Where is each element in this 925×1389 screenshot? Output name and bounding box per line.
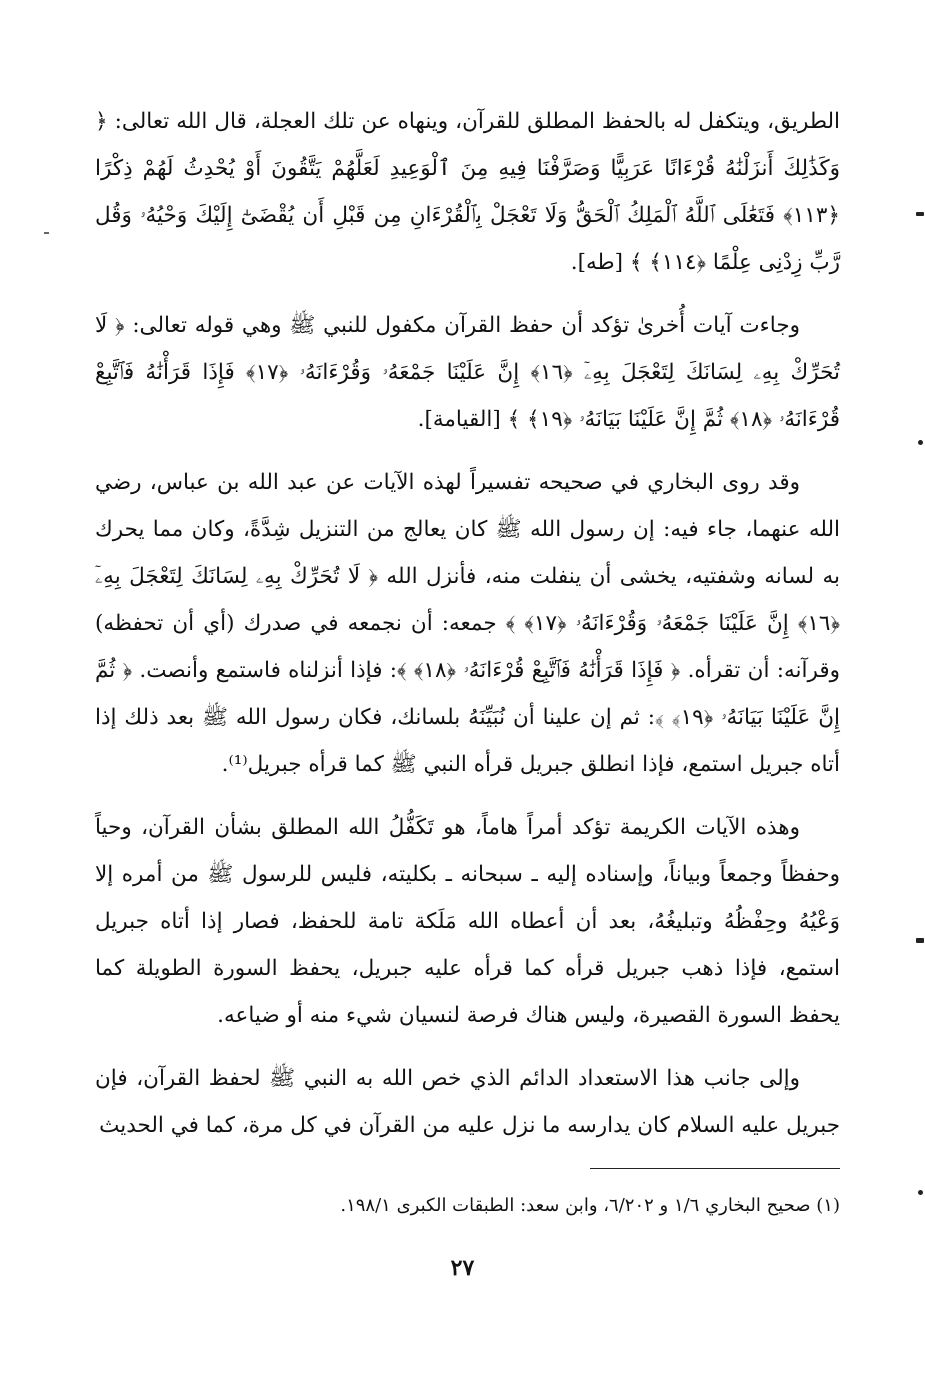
scan-mark bbox=[916, 938, 924, 943]
main-text bbox=[95, 98, 840, 1165]
scan-mark bbox=[918, 440, 923, 445]
paragraph: وقد روى البخاري في صحيحه تفسيراً لهذه الآيات عن عبد الله بن عباس، رضي الله عنهما، جاء فيه: إن رسول الله ﷺ كان يعالج من التنزيل شِدَّةً، وكان مما يحرك به لسانه وشفتيه، يخشى أن ينفلت منه، فأنزل الله ﴿ لَا تُحَرِّكْ بِهِۦ لِسَانَكَ لِتَعْجَلَ بِهِۦٓ ﴿١٦﴾ إِنَّ عَلَيْنَا جَمْعَهُۥ وَقُرْءَانَهُۥ ﴿١٧﴾ ﴾ جمعه: أن نجمعه في صدرك (أي أن تحفظه) وقرآنه: أن تقرأه. ﴿ فَإِذَا قَرَأْنَٰهُ فَٱتَّبِعْ قُرْءَانَهُۥ ﴿١٨﴾ ﴾: فإذا أنزلناه فاستمع وأنصت. ﴿ ثُمَّ إِنَّ عَلَيْنَا بَيَانَهُۥ ﴿١٩﴾ ﴾: ثم إن علينا أن نُبَيِّنَهُ بلسانك، فكان رسول الله ﷺ بعد ذلك إذا أتاه جبريل استمع، فإذا انطلق جبريل قرأه النبي ﷺ كما قرأه جبريل⁽¹⁾. bbox=[95, 470, 841, 777]
page-number: ٢٧ bbox=[450, 1255, 475, 1281]
paragraph: وجاءت آيات أُخرىٰ تؤكد أن حفظ القرآن مكفول للنبي ﷺ وهي قوله تعالى: ﴿ لَا تُحَرِّكْ بِهِۦ لِسَانَكَ لِتَعْجَلَ بِهِۦٓ ﴿١٦﴾ إِنَّ عَلَيْنَا جَمْعَهُۥ وَقُرْءَانَهُۥ ﴿١٧﴾ فَإِذَا قَرَأْنَٰهُ فَٱتَّبِعْ قُرْءَانَهُۥ ﴿١٨﴾ ثُمَّ إِنَّ عَلَيْنَا بَيَانَهُۥ ﴿١٩﴾ ﴾ [القيامة]. bbox=[95, 313, 840, 432]
footnote: (١) صحيح البخاري ١/٦ و ٦/٢٠٢، وابن سعد: الطبقات الكبرى ١٩٨/١. bbox=[340, 1195, 840, 1216]
paragraph: وإلى جانب هذا الاستعداد الدائم الذي خص الله به النبي ﷺ لحفظ القرآن، فإن جبريل عليه السلام كان يدارسه ما نزل عليه من القرآن في كل مرة، كما في الحديث bbox=[95, 1066, 840, 1138]
footnote-divider bbox=[590, 1168, 840, 1169]
scan-mark bbox=[918, 1190, 923, 1195]
scan-mark bbox=[916, 212, 924, 216]
scan-mark bbox=[44, 232, 49, 234]
paragraph: الطريق، ويتكفل له بالحفظ المطلق للقرآن، وينهاه عن تلك العجلة، قال الله تعالى: ﴿ وَكَذَٰلِكَ أَنزَلْنَٰهُ قُرْءَانًا عَرَبِيًّا وَصَرَّفْنَا فِيهِ مِنَ ٱلْوَعِيدِ لَعَلَّهُمْ يَتَّقُونَ أَوْ يُحْدِثُ لَهُمْ ذِكْرًا ﴿١١٣﴾ فَتَعَٰلَى ٱللَّهُ ٱلْمَلِكُ ٱلْحَقُّ وَلَا تَعْجَلْ بِٱلْقُرْءَانِ مِن قَبْلِ أَن يُقْضَىٰٓ إِلَيْكَ وَحْيُهُۥ وَقُل رَّبِّ زِدْنِى عِلْمًا ﴿١١٤﴾ ﴾ [طه]. bbox=[95, 109, 840, 275]
paragraph: وهذه الآيات الكريمة تؤكد أمراً هاماً، هو تَكَفُّلُ الله المطلق بشأن القرآن، وحياً وحفظاً وجمعاً وبياناً، وإسناده إليه ـ سبحانه ـ بكليته، فليس للرسول ﷺ من أمره إلا وَعْيُهُ وحِفْظُهُ وتبليغُهُ، بعد أن أعطاه الله مَلَكة تامة للحفظ، فصار إذا أتاه جبريل استمع، فإذا ذهب جبريل قرأه كما قرأه عليه جبريل، يحفظ السورة الطويلة كما يحفظ السورة القصيرة، وليس هناك فرصة لنسيان شيء منه أو ضياعه. bbox=[95, 815, 840, 1028]
